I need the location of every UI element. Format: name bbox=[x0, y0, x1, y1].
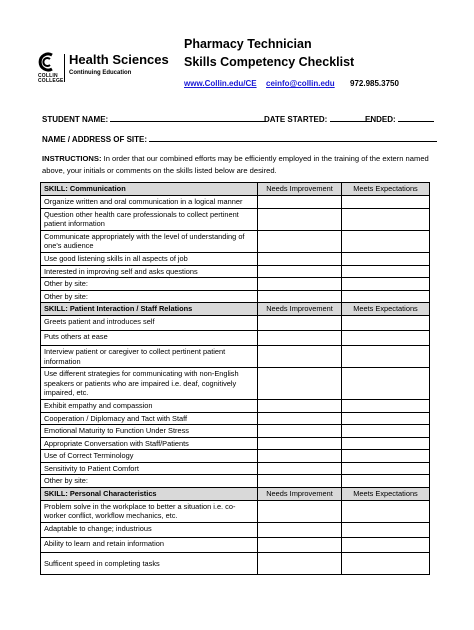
skill-item: Adaptable to change; industrious bbox=[41, 522, 258, 537]
skill-header-row bbox=[41, 488, 430, 501]
skill-item: Use of Correct Terminology bbox=[41, 450, 258, 463]
meets-expectations-cell[interactable] bbox=[342, 345, 430, 367]
meets-expectations-cell[interactable] bbox=[342, 315, 430, 330]
instructions bbox=[42, 153, 434, 177]
skill-item: Problem solve in the workplace to better a situation i.e. co-worker conflict, workflow mechanics, etc. bbox=[41, 500, 258, 522]
skill-item: Use good listening skills in all aspects of job bbox=[41, 252, 258, 265]
needs-improvement-cell[interactable] bbox=[258, 345, 342, 367]
skill-item: Other by site: bbox=[41, 278, 258, 291]
table-row bbox=[41, 368, 430, 400]
needs-improvement-cell[interactable] bbox=[258, 425, 342, 438]
table-row bbox=[41, 425, 430, 438]
collin-logo-icon bbox=[38, 52, 58, 74]
meets-expectations-cell[interactable] bbox=[342, 412, 430, 425]
meets-expectations-cell[interactable] bbox=[342, 552, 430, 574]
table-row bbox=[41, 450, 430, 463]
meets-expectations-cell[interactable] bbox=[342, 278, 430, 291]
skill-item: Appropriate Conversation with Staff/Patients bbox=[41, 437, 258, 450]
table-row bbox=[41, 462, 430, 475]
needs-improvement-cell[interactable] bbox=[258, 230, 342, 252]
date-started-field bbox=[264, 113, 372, 124]
needs-improvement-cell[interactable] bbox=[258, 522, 342, 537]
needs-improvement-cell[interactable] bbox=[258, 412, 342, 425]
table-row bbox=[41, 265, 430, 278]
email-link[interactable]: ceinfo@collin.edu bbox=[266, 79, 335, 88]
skill-item: Other by site: bbox=[41, 475, 258, 488]
ended-label: ENDED: bbox=[365, 115, 396, 124]
skill-header-row bbox=[41, 303, 430, 316]
table-row bbox=[41, 399, 430, 412]
table-row bbox=[41, 412, 430, 425]
phone-number: 972.985.3750 bbox=[350, 79, 399, 88]
needs-improvement-cell[interactable] bbox=[258, 537, 342, 552]
needs-improvement-cell[interactable] bbox=[258, 290, 342, 303]
meets-expectations-cell[interactable] bbox=[342, 522, 430, 537]
table-row bbox=[41, 522, 430, 537]
skill-item: Puts others at ease bbox=[41, 330, 258, 345]
meets-expectations-cell[interactable] bbox=[342, 537, 430, 552]
needs-improvement-cell[interactable] bbox=[258, 195, 342, 208]
skill-item: Sensitivity to Patient Comfort bbox=[41, 462, 258, 475]
needs-improvement-cell[interactable] bbox=[258, 208, 342, 230]
instructions-label: INSTRUCTIONS: bbox=[42, 154, 102, 163]
meets-expectations-cell[interactable] bbox=[342, 252, 430, 265]
meets-expectations-cell[interactable] bbox=[342, 265, 430, 278]
needs-improvement-header: Needs Improvement bbox=[258, 183, 342, 196]
table-row bbox=[41, 290, 430, 303]
logo-name: Health Sciences bbox=[69, 52, 169, 67]
skill-item: Use different strategies for communicating with non-English speakers or patients who are impaired i.e. deaf, cognitively impaired, etc. bbox=[41, 368, 258, 400]
skill-item: Interested in improving self and asks questions bbox=[41, 265, 258, 278]
meets-expectations-cell[interactable] bbox=[342, 330, 430, 345]
instructions-text: In order that our combined efforts may be efficiently employed in the training of the extern named above, your initials or comments on the skills listed below are desired. bbox=[42, 154, 429, 175]
needs-improvement-cell[interactable] bbox=[258, 450, 342, 463]
student-name-line[interactable] bbox=[110, 113, 266, 122]
needs-improvement-cell[interactable] bbox=[258, 437, 342, 450]
skill-name: SKILL: Communication bbox=[41, 183, 258, 196]
needs-improvement-cell[interactable] bbox=[258, 368, 342, 400]
meets-expectations-cell[interactable] bbox=[342, 462, 430, 475]
student-name-label: STUDENT NAME: bbox=[42, 115, 109, 124]
skill-item: Interview patient or caregiver to collect pertinent patient information bbox=[41, 345, 258, 367]
meets-expectations-cell[interactable] bbox=[342, 475, 430, 488]
needs-improvement-cell[interactable] bbox=[258, 500, 342, 522]
skill-item: Greets patient and introduces self bbox=[41, 315, 258, 330]
skill-name: SKILL: Personal Characteristics bbox=[41, 488, 258, 501]
skills-checklist-table bbox=[40, 182, 430, 575]
skill-item: Question other health care professionals to collect pertinent patient information bbox=[41, 208, 258, 230]
student-name-field bbox=[42, 113, 266, 124]
table-row bbox=[41, 552, 430, 574]
table-row bbox=[41, 500, 430, 522]
table-row bbox=[41, 330, 430, 345]
meets-expectations-cell[interactable] bbox=[342, 230, 430, 252]
skill-header-row bbox=[41, 183, 430, 196]
skill-item: Emotional Maturity to Function Under Stress bbox=[41, 425, 258, 438]
meets-expectations-cell[interactable] bbox=[342, 500, 430, 522]
needs-improvement-header: Needs Improvement bbox=[258, 488, 342, 501]
logo-subtitle: Continuing Education bbox=[69, 70, 132, 76]
table-row bbox=[41, 208, 430, 230]
needs-improvement-cell[interactable] bbox=[258, 315, 342, 330]
needs-improvement-cell[interactable] bbox=[258, 475, 342, 488]
table-row bbox=[41, 230, 430, 252]
skill-item: Communicate appropriately with the level of understanding of one's audience bbox=[41, 230, 258, 252]
site-label: NAME / ADDRESS OF SITE: bbox=[42, 135, 148, 144]
meets-expectations-cell[interactable] bbox=[342, 437, 430, 450]
table-row bbox=[41, 437, 430, 450]
skill-item: Other by site: bbox=[41, 290, 258, 303]
meets-expectations-header: Meets Expectations bbox=[342, 183, 430, 196]
table-row bbox=[41, 252, 430, 265]
meets-expectations-cell[interactable] bbox=[342, 450, 430, 463]
skill-item: Organize written and oral communication in a logical manner bbox=[41, 195, 258, 208]
meets-expectations-cell[interactable] bbox=[342, 399, 430, 412]
document-subtitle: Skills Competency Checklist bbox=[184, 55, 355, 69]
skill-item: Exhibit empathy and compassion bbox=[41, 399, 258, 412]
ended-line[interactable] bbox=[398, 113, 434, 122]
college-logo bbox=[38, 52, 178, 86]
needs-improvement-cell[interactable] bbox=[258, 278, 342, 291]
skill-name: SKILL: Patient Interaction / Staff Relations bbox=[41, 303, 258, 316]
skill-item: Sufficent speed in completing tasks bbox=[41, 552, 258, 574]
table-row bbox=[41, 345, 430, 367]
meets-expectations-cell[interactable] bbox=[342, 368, 430, 400]
date-started-label: DATE STARTED: bbox=[264, 115, 328, 124]
table-row bbox=[41, 475, 430, 488]
skill-item: Cooperation / Diplomacy and Tact with Staff bbox=[41, 412, 258, 425]
needs-improvement-cell[interactable] bbox=[258, 552, 342, 574]
needs-improvement-header: Needs Improvement bbox=[258, 303, 342, 316]
meets-expectations-cell[interactable] bbox=[342, 290, 430, 303]
table-row bbox=[41, 278, 430, 291]
ended-field bbox=[365, 113, 434, 124]
table-row bbox=[41, 537, 430, 552]
table-row bbox=[41, 195, 430, 208]
site-line[interactable] bbox=[149, 133, 437, 142]
needs-improvement-cell[interactable] bbox=[258, 330, 342, 345]
skill-item: Ability to learn and retain information bbox=[41, 537, 258, 552]
document-title: Pharmacy Technician bbox=[184, 37, 312, 51]
website-link[interactable]: www.Collin.edu/CE bbox=[184, 79, 257, 88]
table-row bbox=[41, 315, 430, 330]
meets-expectations-header: Meets Expectations bbox=[342, 488, 430, 501]
needs-improvement-cell[interactable] bbox=[258, 399, 342, 412]
college-wordmark: COLLIN COLLEGE bbox=[38, 73, 64, 84]
needs-improvement-cell[interactable] bbox=[258, 462, 342, 475]
logo-divider bbox=[64, 54, 65, 82]
meets-expectations-cell[interactable] bbox=[342, 195, 430, 208]
needs-improvement-cell[interactable] bbox=[258, 265, 342, 278]
meets-expectations-header: Meets Expectations bbox=[342, 303, 430, 316]
meets-expectations-cell[interactable] bbox=[342, 208, 430, 230]
site-field bbox=[42, 133, 437, 144]
needs-improvement-cell[interactable] bbox=[258, 252, 342, 265]
meets-expectations-cell[interactable] bbox=[342, 425, 430, 438]
